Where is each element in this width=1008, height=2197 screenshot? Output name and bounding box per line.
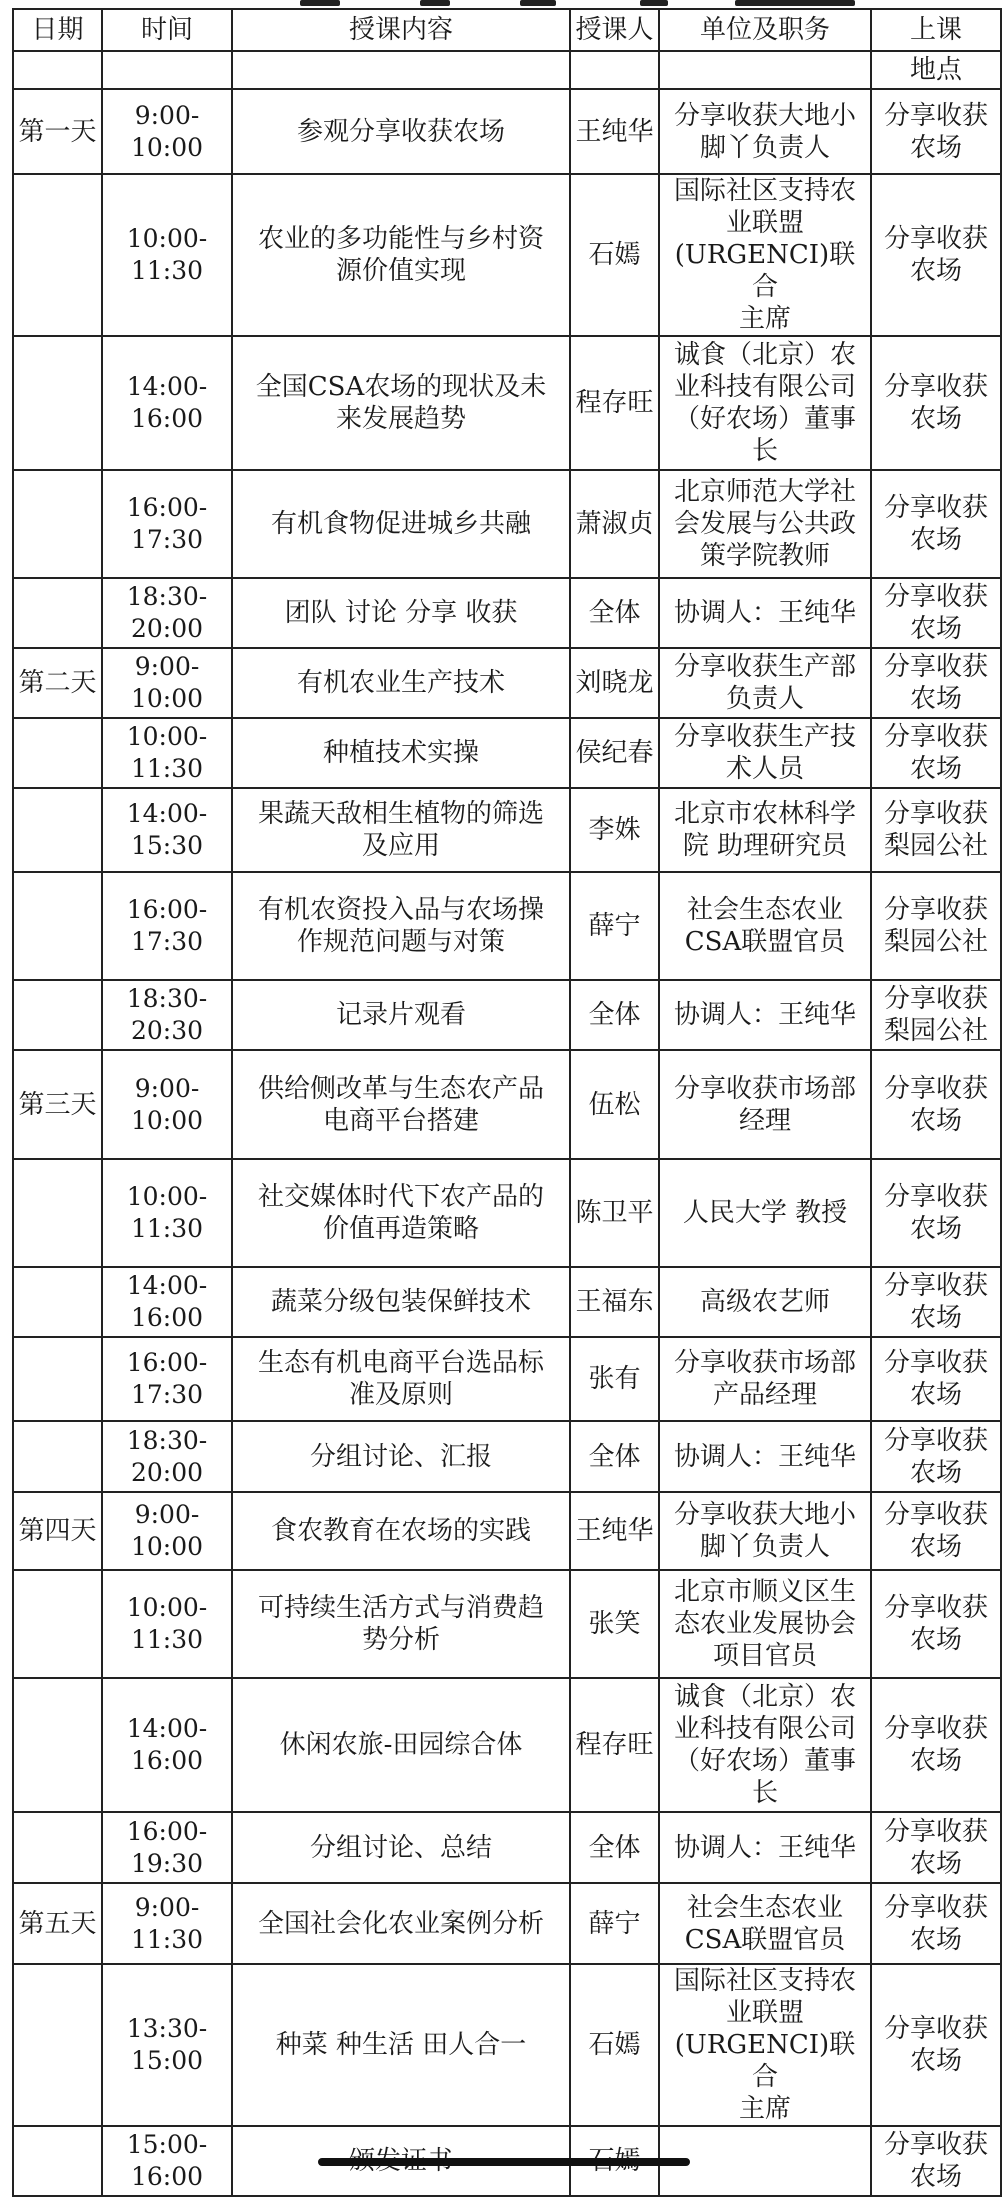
day-cell <box>13 1678 102 1812</box>
location-cell: 分享收获 农场 <box>871 578 1001 648</box>
location-cell: 分享收获 农场 <box>871 1678 1001 1812</box>
time-cell: 14:00- 16:00 <box>102 336 232 470</box>
course-content-cell: 种菜 种生活 田人合一 <box>232 1964 570 2126</box>
day-cell: 第二天 <box>13 648 102 718</box>
header-location: 上课 <box>871 9 1001 51</box>
unit-title-cell: 分享收获大地小 脚丫负责人 <box>659 89 871 174</box>
header-row <box>13 9 1001 51</box>
time-cell: 10:00- 11:30 <box>102 718 232 788</box>
teacher-cell: 石嫣 <box>570 174 659 336</box>
day-cell <box>13 174 102 336</box>
day-cell: 第四天 <box>13 1492 102 1570</box>
course-content-cell: 果蔬天敌相生植物的筛选 及应用 <box>232 788 570 872</box>
teacher-cell: 张笑 <box>570 1570 659 1678</box>
header-blank <box>232 51 570 89</box>
location-cell: 分享收获 梨园公社 <box>871 788 1001 872</box>
time-cell: 18:30- 20:30 <box>102 980 232 1050</box>
location-cell: 分享收获 农场 <box>871 1337 1001 1421</box>
unit-title-cell: 协调人：王纯华 <box>659 578 871 648</box>
header-unit: 单位及职务 <box>659 9 871 51</box>
schedule-row <box>13 174 1001 336</box>
location-cell: 分享收获 农场 <box>871 1267 1001 1337</box>
day-cell: 第五天 <box>13 1883 102 1964</box>
day-cell <box>13 1337 102 1421</box>
schedule-row <box>13 788 1001 872</box>
day-cell <box>13 2126 102 2196</box>
unit-title-cell: 北京市农林科学 院 助理研究员 <box>659 788 871 872</box>
schedule-row <box>13 1570 1001 1678</box>
teacher-cell: 全体 <box>570 1812 659 1883</box>
course-content-cell: 食农教育在农场的实践 <box>232 1492 570 1570</box>
header-location-2: 地点 <box>871 51 1001 89</box>
schedule-row <box>13 1159 1001 1267</box>
teacher-cell: 李姝 <box>570 788 659 872</box>
location-cell: 分享收获 梨园公社 <box>871 872 1001 980</box>
time-cell: 13:30- 15:00 <box>102 1964 232 2126</box>
course-content-cell: 有机农资投入品与农场操 作规范问题与对策 <box>232 872 570 980</box>
course-content-cell: 全国CSA农场的现状及未 来发展趋势 <box>232 336 570 470</box>
unit-title-cell: 人民大学 教授 <box>659 1159 871 1267</box>
time-cell: 10:00- 11:30 <box>102 1159 232 1267</box>
header-date: 日期 <box>13 9 102 51</box>
teacher-cell: 全体 <box>570 980 659 1050</box>
course-content-cell: 社交媒体时代下农产品的 价值再造策略 <box>232 1159 570 1267</box>
teacher-cell: 全体 <box>570 1421 659 1492</box>
day-cell <box>13 1159 102 1267</box>
course-content-cell: 农业的多功能性与乡村资 源价值实现 <box>232 174 570 336</box>
day-cell <box>13 1267 102 1337</box>
course-content-cell: 可持续生活方式与消费趋 势分析 <box>232 1570 570 1678</box>
home-indicator <box>318 2158 690 2166</box>
teacher-cell: 全体 <box>570 578 659 648</box>
day-cell <box>13 1964 102 2126</box>
teacher-cell: 侯纪春 <box>570 718 659 788</box>
schedule-row <box>13 1492 1001 1570</box>
schedule-row <box>13 1678 1001 1812</box>
cropped-title-strip <box>0 0 1008 8</box>
course-content-cell: 分组讨论、总结 <box>232 1812 570 1883</box>
unit-title-cell: 分享收获生产技 术人员 <box>659 718 871 788</box>
header-content: 授课内容 <box>232 9 570 51</box>
teacher-cell: 萧淑贞 <box>570 470 659 578</box>
teacher-cell: 王纯华 <box>570 89 659 174</box>
time-cell: 16:00- 17:30 <box>102 872 232 980</box>
unit-title-cell: 协调人：王纯华 <box>659 1421 871 1492</box>
location-cell: 分享收获 农场 <box>871 1421 1001 1492</box>
location-cell: 分享收获 农场 <box>871 1812 1001 1883</box>
course-content-cell: 全国社会化农业案例分析 <box>232 1883 570 1964</box>
day-cell <box>13 872 102 980</box>
location-cell: 分享收获 农场 <box>871 1570 1001 1678</box>
unit-title-cell: 社会生态农业 CSA联盟官员 <box>659 1883 871 1964</box>
location-cell: 分享收获 农场 <box>871 2126 1001 2196</box>
location-cell: 分享收获 农场 <box>871 1883 1001 1964</box>
time-cell: 9:00-10:00 <box>102 648 232 718</box>
time-cell: 9:00-10:00 <box>102 1050 232 1159</box>
time-cell: 15:00- 16:00 <box>102 2126 232 2196</box>
unit-title-cell: 高级农艺师 <box>659 1267 871 1337</box>
unit-title-cell: 分享收获大地小 脚丫负责人 <box>659 1492 871 1570</box>
course-content-cell: 蔬菜分级包装保鲜技术 <box>232 1267 570 1337</box>
location-cell: 分享收获 农场 <box>871 1964 1001 2126</box>
unit-title-cell: 北京市顺义区生 态农业发展协会 项目官员 <box>659 1570 871 1678</box>
schedule-row <box>13 1964 1001 2126</box>
time-cell: 14:00- 16:00 <box>102 1267 232 1337</box>
location-cell: 分享收获 农场 <box>871 1492 1001 1570</box>
course-content-cell: 有机食物促进城乡共融 <box>232 470 570 578</box>
unit-title-cell: 社会生态农业 CSA联盟官员 <box>659 872 871 980</box>
header-teacher: 授课人 <box>570 9 659 51</box>
schedule-row <box>13 1267 1001 1337</box>
schedule-row <box>13 1421 1001 1492</box>
unit-title-cell: 分享收获市场部 经理 <box>659 1050 871 1159</box>
time-cell: 10:00- 11:30 <box>102 1570 232 1678</box>
teacher-cell: 石嫣 <box>570 1964 659 2126</box>
teacher-cell: 薛宁 <box>570 872 659 980</box>
course-content-cell: 生态有机电商平台选品标 准及原则 <box>232 1337 570 1421</box>
day-cell: 第一天 <box>13 89 102 174</box>
day-cell <box>13 470 102 578</box>
schedule-row <box>13 1050 1001 1159</box>
teacher-cell: 王福东 <box>570 1267 659 1337</box>
schedule-row <box>13 1812 1001 1883</box>
schedule-row <box>13 470 1001 578</box>
day-cell <box>13 718 102 788</box>
day-cell <box>13 336 102 470</box>
schedule-row <box>13 578 1001 648</box>
course-content-cell: 参观分享收获农场 <box>232 89 570 174</box>
course-content-cell: 记录片观看 <box>232 980 570 1050</box>
teacher-cell: 程存旺 <box>570 1678 659 1812</box>
teacher-cell: 程存旺 <box>570 336 659 470</box>
location-cell: 分享收获 农场 <box>871 1050 1001 1159</box>
day-cell <box>13 1812 102 1883</box>
time-cell: 16:00- 17:30 <box>102 470 232 578</box>
day-cell <box>13 1421 102 1492</box>
day-cell: 第三天 <box>13 1050 102 1159</box>
unit-title-cell: 国际社区支持农 业联盟 (URGENCI)联合 主席 <box>659 1964 871 2126</box>
location-cell: 分享收获 梨园公社 <box>871 980 1001 1050</box>
unit-title-cell: 分享收获市场部 产品经理 <box>659 1337 871 1421</box>
schedule-row <box>13 648 1001 718</box>
time-cell: 16:00- 19:30 <box>102 1812 232 1883</box>
teacher-cell: 张有 <box>570 1337 659 1421</box>
day-cell <box>13 788 102 872</box>
time-cell: 18:30- 20:00 <box>102 1421 232 1492</box>
schedule-row <box>13 1883 1001 1964</box>
course-content-cell: 有机农业生产技术 <box>232 648 570 718</box>
time-cell: 9:00-11:30 <box>102 1883 232 1964</box>
teacher-cell: 伍松 <box>570 1050 659 1159</box>
course-content-cell: 种植技术实操 <box>232 718 570 788</box>
course-content-cell: 团队 讨论 分享 收获 <box>232 578 570 648</box>
time-cell: 16:00- 17:30 <box>102 1337 232 1421</box>
location-cell: 分享收获 农场 <box>871 470 1001 578</box>
unit-title-cell: 分享收获生产部 负责人 <box>659 648 871 718</box>
unit-title-cell: 诚食（北京）农 业科技有限公司 （好农场）董事 长 <box>659 1678 871 1812</box>
header-time: 时间 <box>102 9 232 51</box>
header-blank <box>570 51 659 89</box>
teacher-cell: 王纯华 <box>570 1492 659 1570</box>
location-cell: 分享收获 农场 <box>871 648 1001 718</box>
day-cell <box>13 980 102 1050</box>
course-content-cell: 分组讨论、汇报 <box>232 1421 570 1492</box>
schedule-row <box>13 1337 1001 1421</box>
header-row-2 <box>13 51 1001 89</box>
unit-title-cell <box>659 2126 871 2196</box>
unit-title-cell: 北京师范大学社 会发展与公共政 策学院教师 <box>659 470 871 578</box>
time-cell: 14:00- 16:00 <box>102 1678 232 1812</box>
teacher-cell: 陈卫平 <box>570 1159 659 1267</box>
location-cell: 分享收获 农场 <box>871 718 1001 788</box>
location-cell: 分享收获 农场 <box>871 89 1001 174</box>
unit-title-cell: 国际社区支持农 业联盟 (URGENCI)联合 主席 <box>659 174 871 336</box>
course-content-cell: 休闲农旅-田园综合体 <box>232 1678 570 1812</box>
time-cell: 9:00-10:00 <box>102 89 232 174</box>
unit-title-cell: 诚食（北京）农 业科技有限公司 （好农场）董事 长 <box>659 336 871 470</box>
schedule-row <box>13 89 1001 174</box>
course-schedule-table <box>12 8 1002 2197</box>
time-cell: 10:00- 11:30 <box>102 174 232 336</box>
header-blank <box>659 51 871 89</box>
location-cell: 分享收获 农场 <box>871 336 1001 470</box>
time-cell: 14:00- 15:30 <box>102 788 232 872</box>
location-cell: 分享收获 农场 <box>871 1159 1001 1267</box>
unit-title-cell: 协调人：王纯华 <box>659 1812 871 1883</box>
schedule-row <box>13 718 1001 788</box>
location-cell: 分享收获 农场 <box>871 174 1001 336</box>
course-content-cell: 供给侧改革与生态农产品 电商平台搭建 <box>232 1050 570 1159</box>
day-cell <box>13 578 102 648</box>
header-blank <box>102 51 232 89</box>
time-cell: 9:00-10:00 <box>102 1492 232 1570</box>
teacher-cell: 刘晓龙 <box>570 648 659 718</box>
unit-title-cell: 协调人：王纯华 <box>659 980 871 1050</box>
schedule-row <box>13 872 1001 980</box>
schedule-row <box>13 980 1001 1050</box>
time-cell: 18:30- 20:00 <box>102 578 232 648</box>
day-cell <box>13 1570 102 1678</box>
header-blank <box>13 51 102 89</box>
schedule-row <box>13 336 1001 470</box>
teacher-cell: 薛宁 <box>570 1883 659 1964</box>
